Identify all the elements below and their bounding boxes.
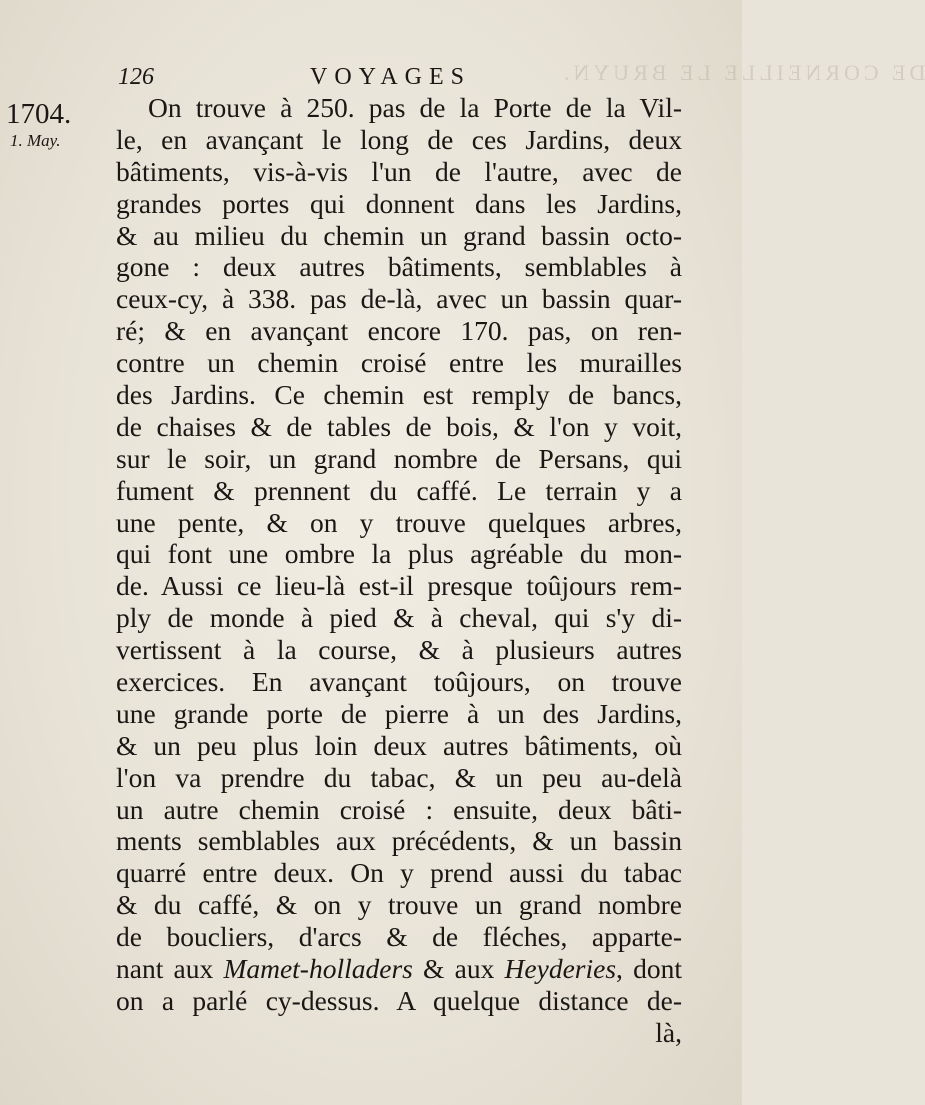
margin-date: 1. May. bbox=[10, 131, 61, 150]
text-line: de chaises & de tables de bois, & l'on y voit, bbox=[116, 410, 682, 442]
text-line: On trouve à 250. pas de la Porte de la Vil- bbox=[148, 92, 682, 123]
text-line: sur le soir, un grand nombre de Persans, qui bbox=[116, 442, 682, 474]
text-line: nant aux Mamet-holladers & aux Heyderies, dont bbox=[116, 953, 682, 985]
text-line: exercices. En avançant toûjours, on trouve bbox=[116, 666, 682, 698]
text-line: un autre chemin croisé : ensuite, deux bâti- bbox=[116, 793, 682, 825]
text-line: fument & prennent du caffé. Le terrain y a bbox=[116, 474, 682, 506]
text-line: & un peu plus loin deux autres bâtiments, où bbox=[116, 729, 682, 761]
running-head bbox=[118, 64, 678, 94]
catchword: là, bbox=[655, 1016, 682, 1048]
text-line: l'on va prendre du tabac, & un peu au-delà bbox=[116, 761, 682, 793]
text-line: le, en avançant le long de ces Jardins, deux bbox=[116, 123, 682, 155]
running-title: VOYAGES bbox=[310, 64, 472, 90]
text-line: de. Aussi ce lieu-là est-il presque toûjours rem- bbox=[116, 570, 682, 602]
text-line: ceux-cy, à 338. pas de-là, avec un bassin quar- bbox=[116, 283, 682, 315]
text-line: & au milieu du chemin un grand bassin octo- bbox=[116, 219, 682, 251]
text-line: une grande porte de pierre à un des Jardins, bbox=[116, 697, 682, 729]
text-line: ré; & en avançant encore 170. pas, on ren- bbox=[116, 315, 682, 347]
bleed-through-text: DE CORNEILLE LE BRUYN. bbox=[560, 60, 925, 85]
margin-note bbox=[6, 98, 106, 152]
text-line: & du caffé, & on y trouve un grand nombre bbox=[116, 889, 682, 921]
text-line: qui font une ombre la plus agréable du mon- bbox=[116, 538, 682, 570]
text-line: des Jardins. Ce chemin est remply de bancs, bbox=[116, 379, 682, 411]
margin-year: 1704. bbox=[6, 98, 72, 130]
text-line: grandes portes qui donnent dans les Jardins, bbox=[116, 187, 682, 219]
text-line: une pente, & on y trouve quelques arbres, bbox=[116, 506, 682, 538]
text-line: vertissent à la course, & à plusieurs autres bbox=[116, 634, 682, 666]
text-line: de boucliers, d'arcs & de fléches, apparte- bbox=[116, 921, 682, 953]
text-line: contre un chemin croisé entre les murailles bbox=[116, 347, 682, 379]
italic-name: Heyderies bbox=[504, 953, 617, 985]
body-text bbox=[116, 92, 682, 1049]
text-line: gone : deux autres bâtiments, semblables à bbox=[116, 251, 682, 283]
text-line: bâtiments, vis-à-vis l'un de l'autre, avec de bbox=[116, 155, 682, 187]
text-line: ments semblables aux précédents, & un bassin bbox=[116, 825, 682, 857]
text-line: on a parlé cy-dessus. A quelque distance de- bbox=[116, 984, 682, 1016]
text-line: quarré entre deux. On y prend aussi du tabac bbox=[116, 857, 682, 889]
page-number: 126 bbox=[118, 64, 154, 90]
italic-name: Mamet-holladers bbox=[223, 953, 413, 985]
text-line: ply de monde à pied & à cheval, qui s'y di- bbox=[116, 602, 682, 634]
